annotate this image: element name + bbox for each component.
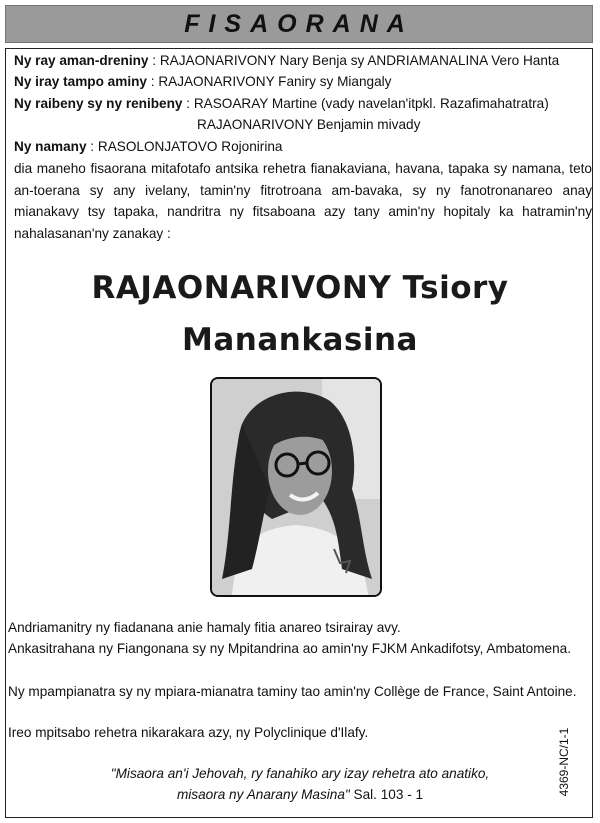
family-value: RAJAONARIVONY Faniry sy Miangaly: [158, 74, 392, 89]
deceased-name: RAJAONARIVONY Tsiory: [91, 270, 509, 306]
family-grandparents: Ny raibeny sy ny renibeny : RASOARAY Martine (vady navelan'itpkl. Razafimahatratra): [14, 96, 549, 111]
family-friend: Ny namany : RASOLONJATOVO Rojonirina: [14, 139, 283, 154]
thanks-line-1: Andriamanitry ny fiadanana anie hamaly fitia anareo tsirairay avy.: [8, 620, 401, 635]
verse-reference: Sal. 103 - 1: [353, 787, 424, 802]
family-label: Ny raibeny sy ny renibeny: [14, 96, 183, 111]
family-value: RASOARAY Martine (vady navelan'itpkl. Razafimahatratra): [193, 96, 549, 111]
intro-paragraph: dia maneho fisaorana mitafotafo antsika rehetra fianakaviana, havana, tapaka sy namana, teto an-toerana sy any ivelany, tamin'ny fitrotroana am-bavaka, sy ny fanotronanareo anay mianakavy tsy tapaka, nandritra ny fitsaboana azy tany amin'ny hopitaly ka hatramin'ny nahalasanan'ny zanakay :: [14, 161, 592, 241]
family-value: RAJAONARIVONY Nary Benja sy ANDRIAMANALINA Vero Hanta: [159, 53, 560, 68]
family-siblings: Ny iray tampo aminy : RAJAONARIVONY Faniry sy Miangaly: [14, 74, 392, 89]
family-label: Ny namany: [14, 139, 87, 154]
family-parents: Ny ray aman-dreniny : RAJAONARIVONY Nary Benja sy ANDRIAMANALINA Vero Hanta: [14, 53, 560, 68]
family-value: RASOLONJATOVO Rojonirina: [97, 139, 283, 154]
notice-reference: [554, 712, 574, 812]
notice-reference-text: 4369-NC/1-1: [557, 727, 571, 797]
family-grandparents-second: RAJAONARIVONY Benjamin mivady: [197, 117, 421, 132]
verse-line-2: misaora ny Anarany Masina" Sal. 103 - 1: [176, 787, 424, 802]
thanks-line-4: Ireo mpitsabo rehetra nikarakara azy, ny Polyclinique d'Ilafy.: [8, 725, 369, 740]
family-label: Ny iray tampo aminy: [14, 74, 147, 89]
header-title: FISAORANA: [184, 9, 414, 38]
portrait-photo: [210, 377, 382, 597]
portrait-image: [212, 379, 380, 595]
verse-line-1: "Misaora an'i Jehovah, ry fanahiko ary izay rehetra ato anatiko,: [110, 766, 490, 781]
family-label: Ny ray aman-dreniny: [14, 53, 149, 68]
thanks-line-2: Ankasitrahana ny Fiangonana sy ny Mpitandrina ao amin'ny FJKM Ankadifotsy, Ambatomena.: [8, 641, 572, 656]
header-banner: [5, 5, 593, 43]
deceased-name-second: Manankasina: [182, 322, 418, 358]
thanks-line-3: Ny mpampianatra sy ny mpiara-mianatra taminy tao amin'ny Collège de France, Saint Antoine.: [8, 684, 577, 699]
